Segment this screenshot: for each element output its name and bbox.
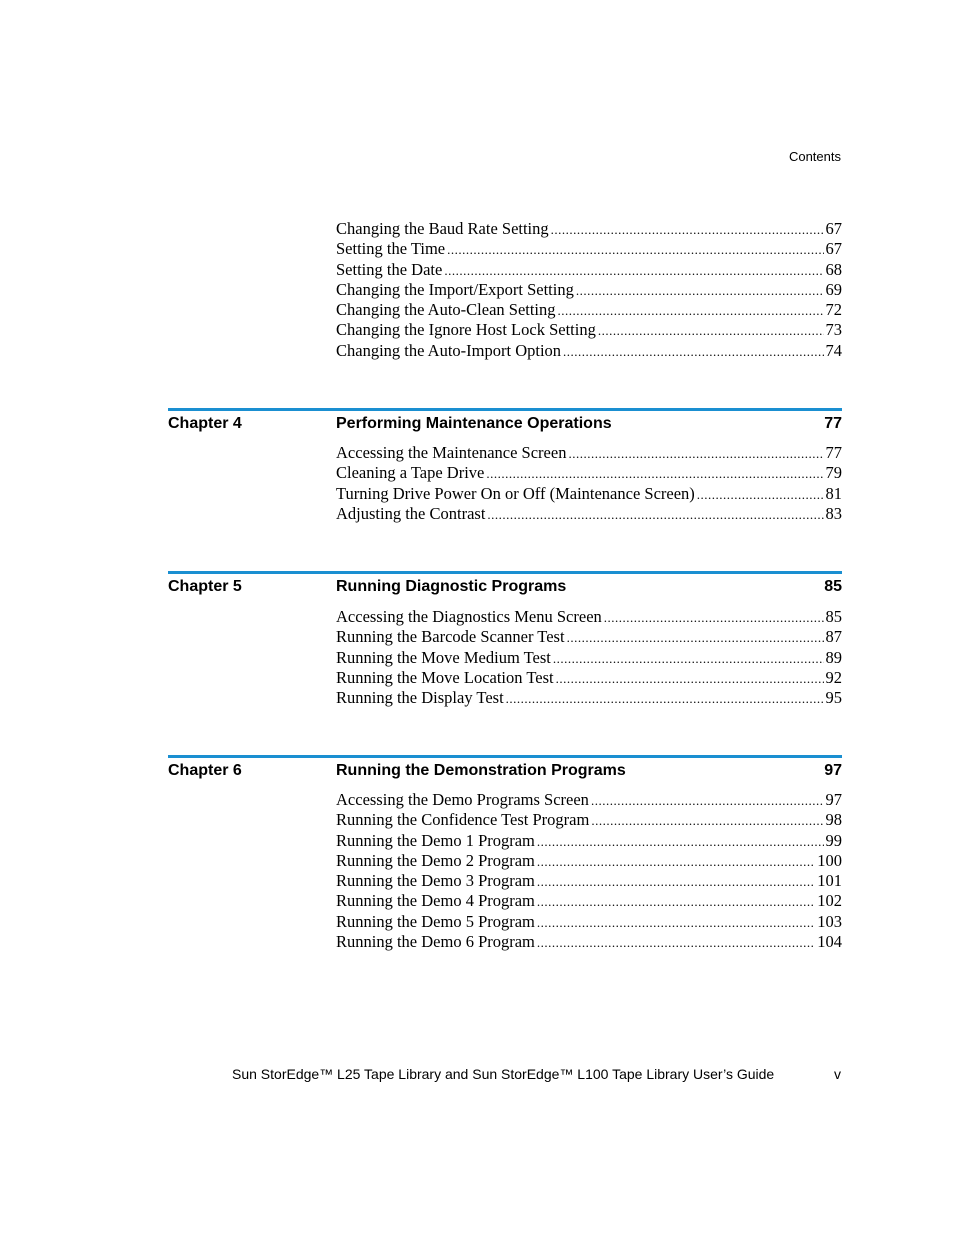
chapter-title: Running Diagnostic Programs: [336, 578, 567, 595]
toc-entry[interactable]: [336, 810, 842, 830]
entry-title: Running the Demo 6 Program: [336, 932, 535, 952]
entry-title: Adjusting the Contrast: [336, 503, 486, 523]
leader-dots: [576, 281, 824, 301]
leader-dots: [444, 261, 823, 281]
chapter-title: Performing Maintenance Operations: [336, 415, 612, 432]
entry-page: 95: [825, 688, 842, 708]
toc-entry[interactable]: [336, 871, 842, 891]
entry-page: 101: [817, 871, 842, 891]
leader-dots: [604, 608, 824, 628]
chapter-number: Chapter 4: [168, 415, 242, 432]
running-head: Contents: [788, 149, 841, 164]
toc-entry[interactable]: [336, 260, 842, 280]
entry-page: 85: [825, 607, 842, 626]
entry-title: Changing the Auto-Clean Setting: [336, 300, 556, 320]
entry-page: 69: [825, 279, 842, 299]
chapter-page: 77: [824, 415, 842, 432]
toc-entry[interactable]: [336, 668, 842, 688]
entry-title: Running the Move Location Test: [336, 667, 554, 687]
leader-dots: [568, 444, 823, 464]
entry-page: 83: [825, 503, 842, 523]
entry-title: Changing the Baud Rate Setting: [336, 219, 549, 238]
entry-page: 67: [825, 219, 842, 238]
entry-title: Running the Demo 2 Program: [336, 850, 535, 870]
leader-dots: [537, 872, 815, 892]
chapter-number: Chapter 6: [168, 762, 242, 779]
leader-dots: [551, 220, 824, 240]
leader-dots: [537, 832, 824, 852]
toc-entry[interactable]: [336, 280, 842, 300]
entry-page: 72: [825, 300, 842, 320]
toc-entry[interactable]: [336, 463, 842, 483]
entry-title: Changing the Auto-Import Option: [336, 340, 562, 360]
toc-entry[interactable]: [336, 851, 842, 871]
entry-title: Accessing the Diagnostics Menu Screen: [336, 607, 602, 626]
leader-dots: [563, 342, 823, 362]
entry-page: 99: [825, 830, 842, 850]
toc-entry[interactable]: [336, 320, 842, 340]
entry-title: Running the Demo 4 Program: [336, 891, 535, 911]
entry-title: Running the Display Test: [336, 688, 504, 708]
entry-page: 87: [825, 627, 842, 647]
toc-entry[interactable]: [336, 627, 842, 647]
entry-page: 77: [825, 443, 842, 462]
chapter-heading-6[interactable]: [168, 755, 842, 779]
leader-dots: [487, 505, 823, 525]
toc-entry[interactable]: [336, 891, 842, 911]
entry-page: 103: [817, 911, 842, 931]
leader-dots: [537, 852, 815, 872]
entry-title: Cleaning a Tape Drive: [336, 463, 485, 483]
entry-title: Running the Confidence Test Program: [336, 810, 590, 830]
leader-dots: [598, 321, 824, 341]
page-number: v: [834, 1066, 841, 1082]
entry-title: Accessing the Maintenance Screen: [336, 443, 567, 462]
chapter-5-entries: [336, 607, 842, 708]
entry-page: 68: [825, 259, 842, 279]
leader-dots: [486, 464, 823, 484]
toc-entry[interactable]: [336, 300, 842, 320]
leader-dots: [567, 628, 824, 648]
toc-entry[interactable]: [336, 688, 842, 708]
toc-entry[interactable]: [336, 790, 842, 810]
leader-dots: [697, 485, 824, 505]
toc-entries-continued: [336, 219, 842, 361]
toc-entry[interactable]: [336, 484, 842, 504]
entry-title: Running the Move Medium Test: [336, 647, 551, 667]
entry-title: Changing the Ignore Host Lock Setting: [336, 320, 596, 340]
leader-dots: [591, 811, 823, 831]
entry-page: 79: [825, 463, 842, 483]
footer-title: Sun StorEdge™ L25 Tape Library and Sun StorEdge™ L100 Tape Library User’s Guide: [232, 1066, 775, 1082]
leader-dots: [558, 301, 824, 321]
chapter-heading-4[interactable]: [168, 408, 842, 432]
entry-title: Running the Demo 1 Program: [336, 830, 535, 850]
toc-entry[interactable]: [336, 648, 842, 668]
entry-title: Running the Barcode Scanner Test: [336, 627, 565, 647]
leader-dots: [553, 649, 824, 669]
entry-title: Running the Demo 3 Program: [336, 871, 535, 891]
chapter-heading-5[interactable]: [168, 571, 842, 595]
toc-entry[interactable]: [336, 607, 842, 627]
chapter-4-entries: [336, 443, 842, 524]
toc-entry[interactable]: [336, 443, 842, 463]
entry-title: Changing the Import/Export Setting: [336, 279, 574, 299]
toc-entry[interactable]: [336, 932, 842, 952]
entry-page: 97: [825, 790, 842, 809]
toc-entry[interactable]: [336, 239, 842, 259]
leader-dots: [447, 240, 823, 260]
entry-title: Setting the Date: [336, 259, 443, 279]
chapter-page: 85: [824, 578, 842, 595]
chapter-number: Chapter 5: [168, 578, 242, 595]
leader-dots: [537, 892, 815, 912]
entry-page: 98: [825, 810, 842, 830]
leader-dots: [506, 689, 824, 709]
chapter-6-entries: [336, 790, 842, 952]
entry-title: Turning Drive Power On or Off (Maintenance Screen): [336, 483, 695, 503]
leader-dots: [537, 913, 815, 933]
entry-page: 100: [817, 850, 842, 870]
entry-page: 73: [825, 320, 842, 340]
toc-entry[interactable]: [336, 831, 842, 851]
toc-entry[interactable]: [336, 219, 842, 239]
entry-page: 67: [825, 239, 842, 259]
leader-dots: [591, 791, 824, 811]
chapter-page: 97: [824, 762, 842, 779]
chapter-title: Running the Demonstration Programs: [336, 762, 626, 779]
entry-page: 74: [825, 340, 842, 360]
entry-page: 89: [825, 647, 842, 667]
entry-title: Setting the Time: [336, 239, 446, 259]
entry-page: 102: [817, 891, 842, 911]
entry-title: Accessing the Demo Programs Screen: [336, 790, 589, 809]
toc-entry[interactable]: [336, 912, 842, 932]
entry-title: Running the Demo 5 Program: [336, 911, 535, 931]
leader-dots: [537, 933, 815, 953]
leader-dots: [556, 669, 824, 689]
entry-page: 81: [825, 483, 842, 503]
toc-entry[interactable]: [336, 341, 842, 361]
entry-page: 104: [817, 932, 842, 952]
toc-entry[interactable]: [336, 504, 842, 524]
entry-page: 92: [825, 667, 842, 687]
